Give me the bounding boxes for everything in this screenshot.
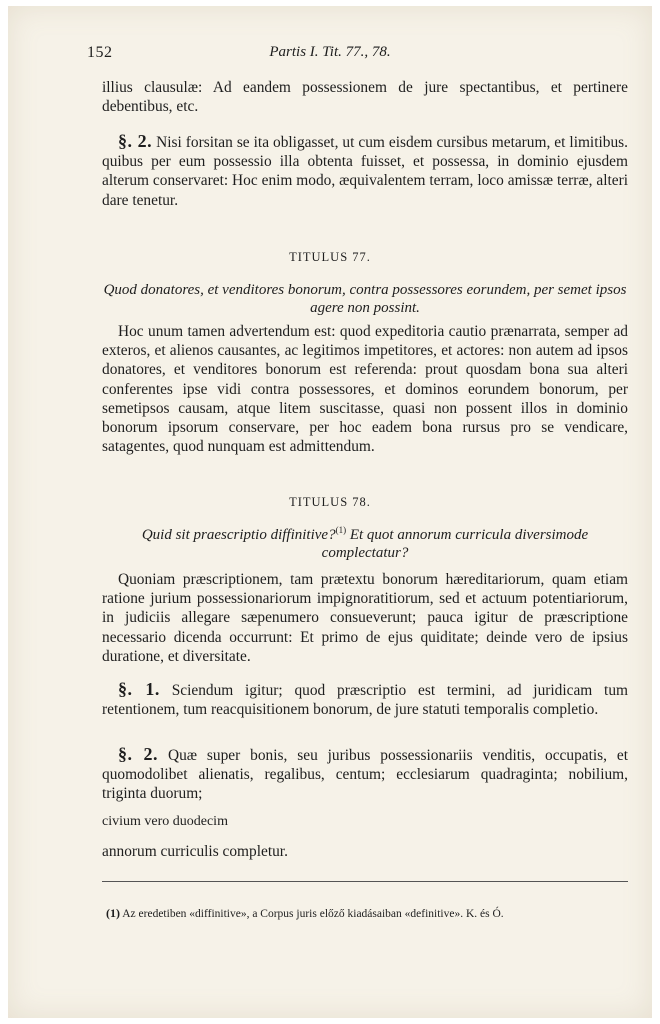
footnote-divider [102,881,628,882]
section-1-paragraph [102,680,628,719]
closing-line: annorum curriculis completur. [102,843,288,860]
civium-line: civium vero duodecim [102,814,228,829]
rubric-part-2: Et quot annorum curricula diversimode complectatur? [321,527,589,561]
titulus-78-heading: TITULUS 78. [289,495,371,509]
titulus-77-heading: TITULUS 77. [289,250,371,264]
section-sign: §. 2. [118,131,153,151]
section-sign: §. 2. [118,744,159,764]
page-number: 152 [87,44,113,61]
section-sign: §. 1. [118,679,160,699]
rubric-part-1: Quid sit praescriptio diffinitive? [141,527,336,543]
continued-paragraph: illius clausulæ: Ad eandem possessionem de jure spectantibus, et pertinere debentibus, etc. [102,79,628,116]
section-text: Sciendum igitur; quod præscriptio est termini, ad juridicam tum retentionem, tum reacquisitionem bonorum, de jure statuti temporalis completio. [102,682,628,719]
titulus-78-rubric [102,521,628,562]
footnote-text: Az eredetiben «diffinitive», a Corpus juris előző kiadásaiban «definitive». K. és Ó. [122,908,504,920]
section-2b-paragraph [102,745,628,804]
footnote [106,906,628,922]
section-text: Quæ super bonis, seu juribus possessionariis venditis, occupatis, et quomodolibet alienatis, regalibus, centum; ecclesiarum quadraginta; nobilium, triginta duorum; [102,747,628,803]
running-title: Partis I. Tit. 77., 78. [269,44,391,60]
titulus-77-rubric: Quod donatores, et venditores bonorum, contra possessores eorundem, per semet ipsos agere non possint. [103,282,627,316]
titulus-77-paragraph: Hoc unum tamen advertendum est: quod expeditoria cautio prænarrata, semper ad exteros, et alienos causantes, ac legitimos impetitores, et actores: non autem ad ipsos donatores, et venditores bonorum est referenda: prout quosdam bona sua alteri conferentes ipse vidi contra possessores, et dominos eorundem bonorum, per semetipsos causam, atque litem suscitasse, quasi non possent illos in dominio bonorum ipsorum conservare, per hoc eadem bona rursus pro se vendicare, satagentes, quod nunquam est admittendum. [102,323,628,456]
section-text: Nisi forsitan se ita obligasset, ut cum eisdem cursibus metarum, et limitibus. quibus per eum possessio illa obtenta fuisset, et possessa, in dominio ejusdem alterum conservaret: Hoc enim modo, æquivalentem terram, loco amissæ terræ, alteri dare tenetur. [102,134,628,209]
section-2-paragraph [102,132,628,210]
titulus-78-paragraph: Quoniam præscriptionem, tam prætextu bonorum hæreditariorum, quam etiam ratione jurium possessionariorum impignoratitiorum, sed et actuum potentiariorum, in judiciis allegare sæpenumero consueverunt; pauca igitur de præscriptione necessario dicenda occurrunt: Et primo de ejus quiditate; deinde vero de ipsius duratione, et diversitate. [102,571,628,665]
footnote-reference: (1) [335,525,347,535]
footnote-mark: (1) [106,906,120,920]
